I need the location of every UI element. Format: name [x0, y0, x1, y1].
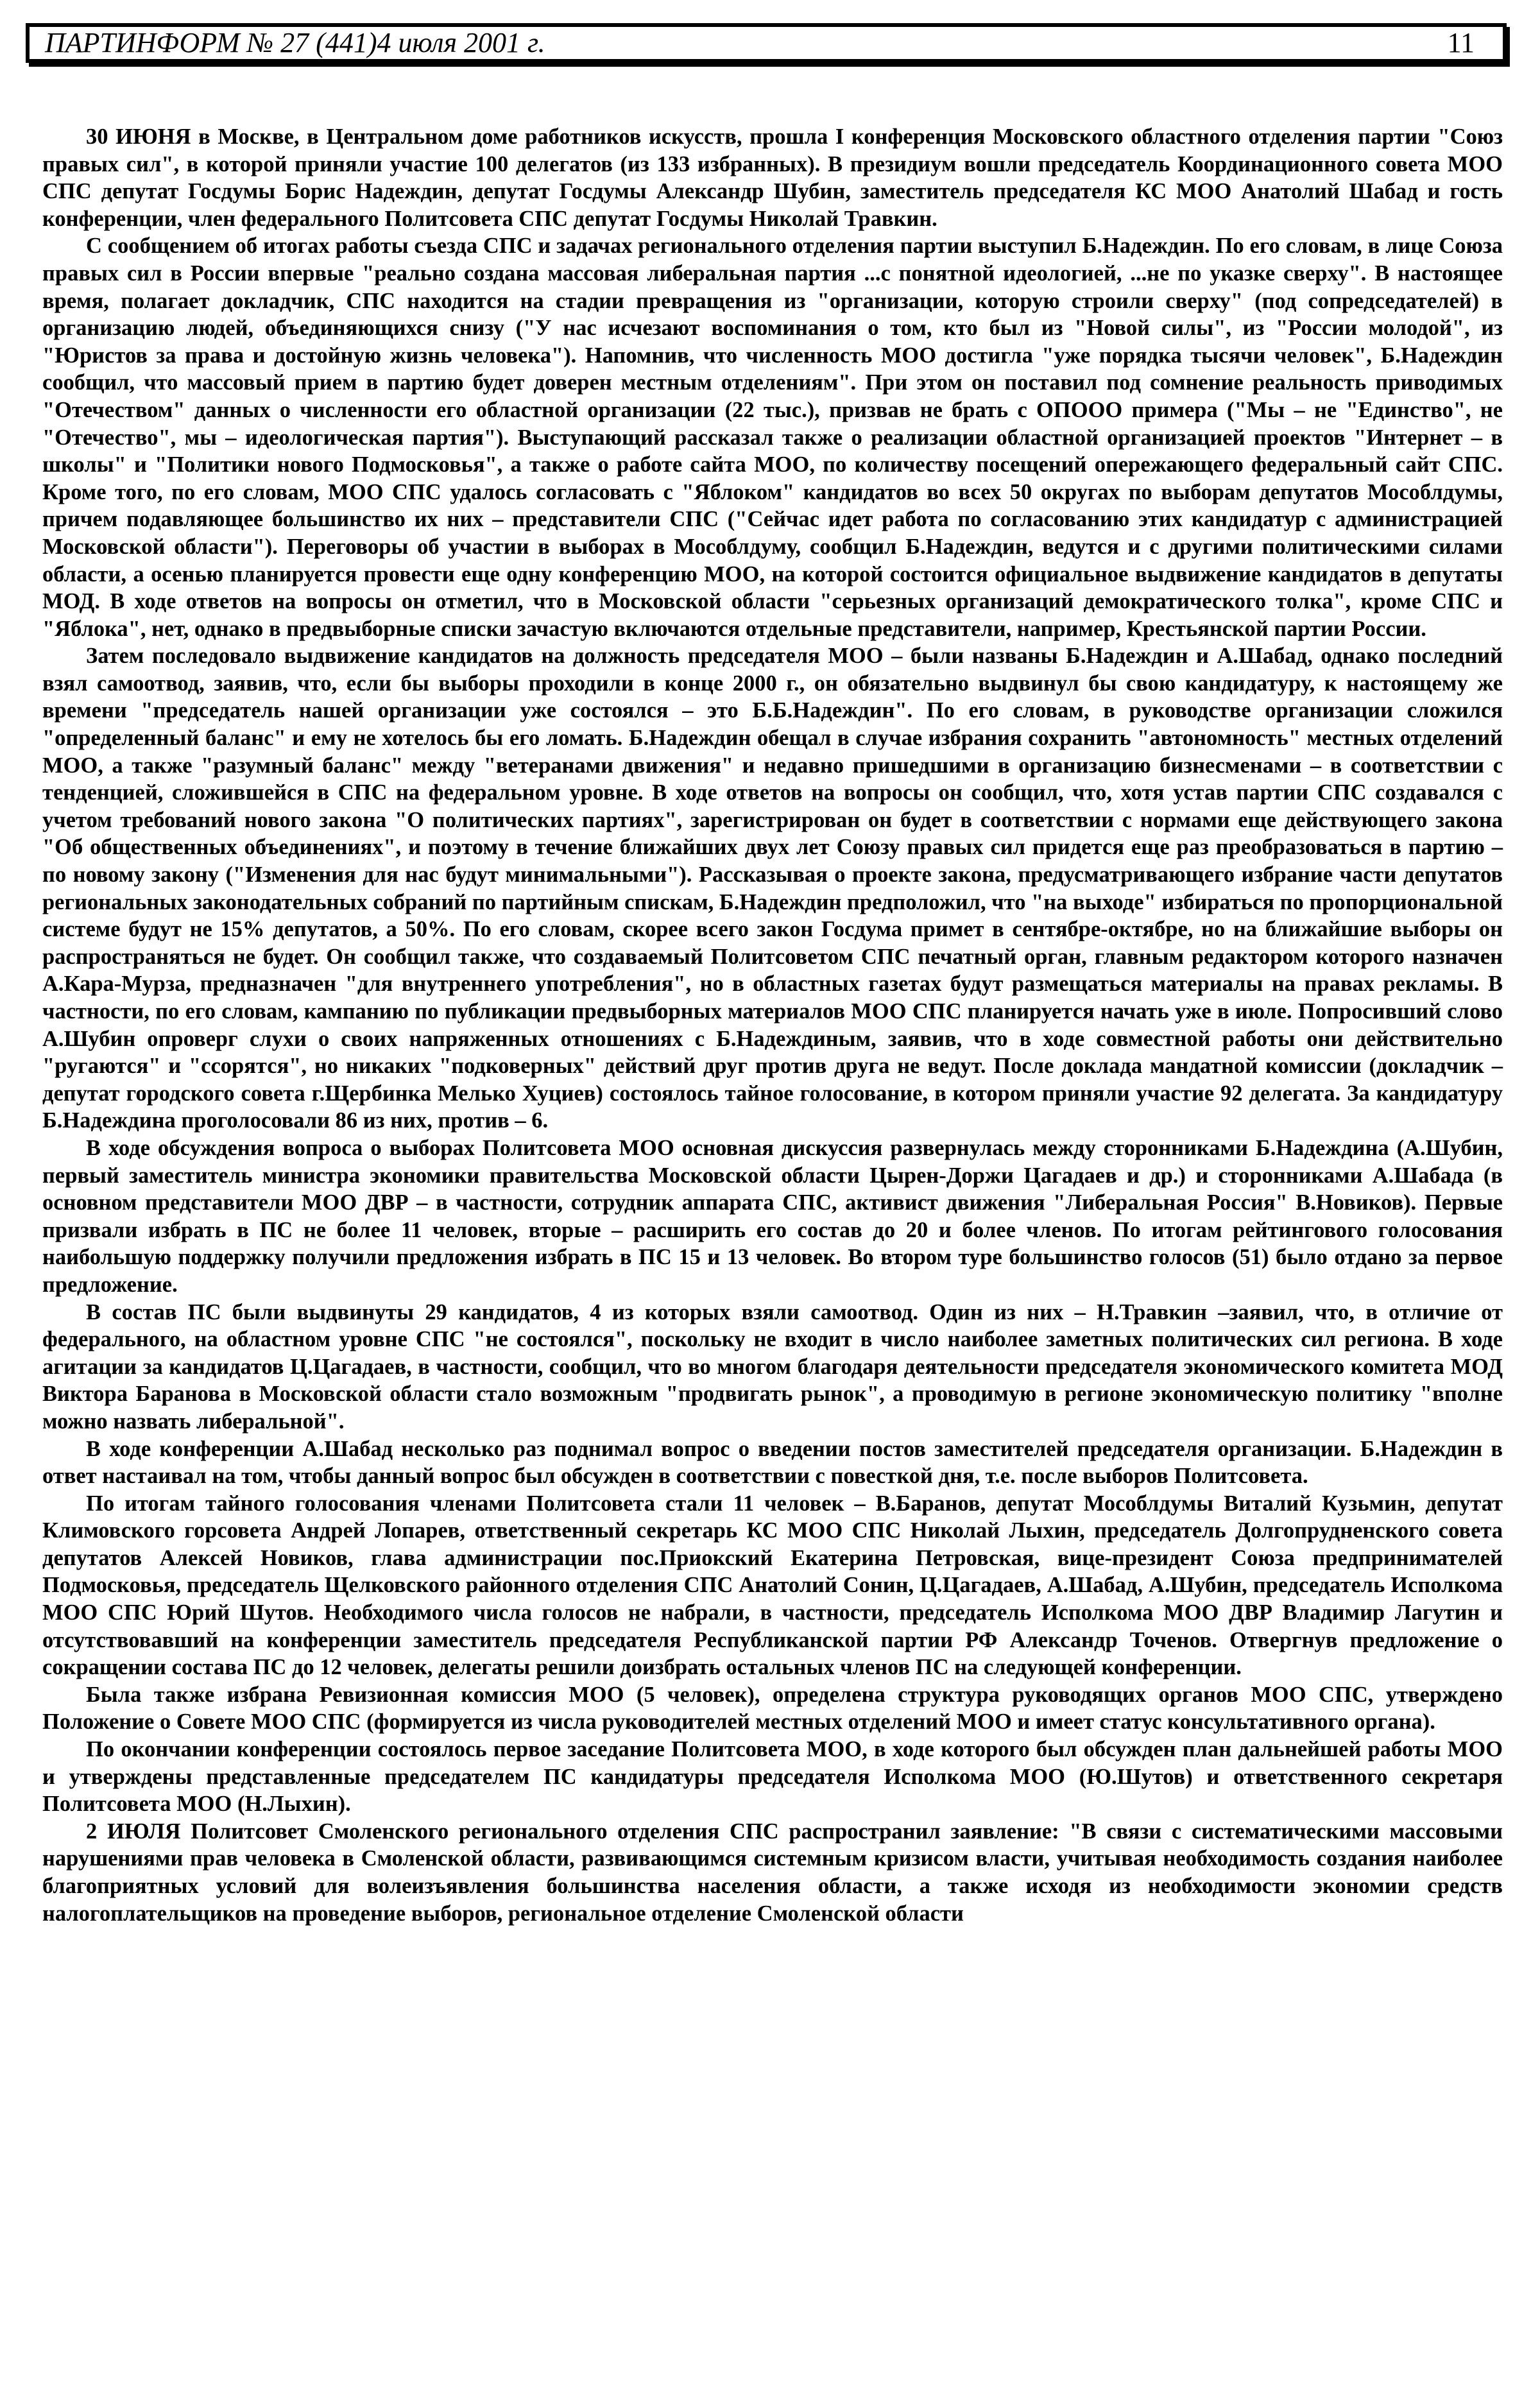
paragraph-3: Затем последовало выдвижение кандидатов на должность председателя МОО – были названы Б.Надеждин и А.Шабад, однако последний взял самоотвод, заявив, что, если бы выборы проходили в конце 2000 г., он обязательно выдвинул бы свою кандидатуру, к настоящему же времени "председатель нашей организации уже состоялся – это Б.Б.Надеждин". По его словам, в руководстве организации сложился "определенный баланс" и ему не хотелось бы его ломать. Б.Надеждин обещал в случае избрания сохранить "автономность" местных отделений МОО, а также "разумный баланс" между "ветеранами движения" и недавно пришедшими в организацию бизнесменами – в соответствии с тенденцией, сложившейся в СПС на федеральном уровне. В ходе ответов на вопросы он сообщил, что, хотя устав партии СПС создавался с учетом требований нового закона "О политических партиях", зарегистрирован он будет в соответствии с нормами еще действующего закона "Об общественных объединениях", и поэтому в течение ближайших двух лет Союзу правых сил придется еще раз преобразоваться в партию – по новому закону ("Изменения для нас будут минимальными"). Рассказывая о проекте закона, предусматривающего избрание части депутатов региональных законодательных собраний по партийным спискам, Б.Надеждин предположил, что "на выходе" избираться по пропорциональной системе будут не 15% депутатов, а 50%. По его словам, скорее всего закон Госдума примет в сентябре-октябре, но на ближайшие выборы он распространяться не будет. Он сообщил также, что создаваемый Политсоветом СПС печатный орган, главным редактором которого назначен А.Кара-Мурза, предназначен "для внутреннего употребления", но в областных газетах будут размещаться материалы на правах рекламы. В частности, по его словам, кампанию по публикации предвыборных материалов МОО СПС планируется начать уже в июле. Попросивший слово А.Шубин опроверг слухи о своих напряженных отношениях с Б.Надеждиным, заявив, что в ходе совместной работы они действительно "ругаются" и "ссорятся", но никаких "подковерных" действий друг против друга не ведут. После доклада мандатной комиссии (докладчик – депутат городского совета г.Щербинка Мелько Хуциев) состоялось тайное голосование, в котором приняли участие 92 делегата. За кандидатуру Б.Надеждина проголосовали 86 из них, против – 6.: [42, 644, 1503, 1133]
paragraph-5: В состав ПС были выдвинуты 29 кандидатов, 4 из которых взяли самоотвод. Один из них – Н.Травкин –заявил, что, в отличие от федерального, на областном уровне СПС "не состоялся", поскольку не входит в число наиболее заметных политических сил региона. В ходе агитации за кандидатов Ц.Цагадаев, в частности, сообщил, что во многом благодаря деятельности председателя экономического комитета МОД Виктора Баранова в Московской области стало возможным "продвигать рынок", а проводимую в регионе экономическую политику "вполне можно назвать либеральной".: [42, 1299, 1503, 1434]
paragraph-2: С сообщением об итогах работы съезда СПС и задачах регионального отделения партии выступил Б.Надеждин. По его словам, в лице Союза правых сил в России впервые "реально создана массовая либеральная партия ...с понятной идеологией, ...не по указке сверху". В настоящее время, полагает докладчик, СПС находится на стадии превращения из "организации, которую строили сверху" (под сопредседателей) в организацию людей, объединяющихся снизу ("У нас исчезают воспоминания о том, кто был из "Новой силы", из "России молодой", из "Юристов за права и достойную жизнь человека"). Напомнив, что численность МОО достигла "уже порядка тысячи человек", Б.Надеждин сообщил, что массовый прием в партию будет доверен местным отделениям". При этом он поставил под сомнение реальность приводимых "Отечеством" данных о численности его областной организации (22 тыс.), призвав не брать с ОПООО примера ("Мы – не "Единство", не "Отечество", мы – идеологическая партия"). Выступающий рассказал также о реализации областной организацией проектов "Интернет – в школы" и "Политики нового Подмосковья", а также о работе сайта МОО, по количеству посещений опережающего федеральный сайт СПС. Кроме того, по его словам, МОО СПС удалось согласовать с "Яблоком" кандидатов во всех 50 округах по выборам депутатов Мособлдумы, причем подавляющее большинство их них – представители СПС ("Сейчас идет работа по согласованию этих кандидатур с администрацией Московской области"). Переговоры об участии в выборах в Мособлдуму, сообщил Б.Надеждин, ведутся и с другими политическими силами области, а осенью планируется провести еще одну конференцию МОО, на которой состоится официальное выдвижение кандидатов в депутаты МОД. В ходе ответов на вопросы он отметил, что в Московской области "серьезных организаций демократического толка", кроме СПС и "Яблока", нет, однако в предвыборные списки зачастую включаются отдельные представители, например, Крестьянской партии России.: [42, 234, 1503, 641]
paragraph-8: Была также избрана Ревизионная комиссия МОО (5 человек), определена структура руководящих органов МОО СПС, утверждено Положение о Совете МОО СПС (формируется из числа руководителей местных отделений МОО и имеет статус консультативного органа).: [42, 1682, 1503, 1735]
page-number: 11: [1447, 27, 1475, 58]
page-header: [26, 23, 1507, 63]
article-body: [42, 123, 1503, 1927]
paragraph-6: В ходе конференции А.Шабад несколько раз поднимал вопрос о введении постов заместителей председателя организации. Б.Надеждин в ответ настаивал на том, чтобы данный вопрос был обсужден в соответствии с повесткой дня, т.е. после выборов Политсовета.: [42, 1436, 1503, 1489]
paragraph-4: В ходе обсуждения вопроса о выборах Политсовета МОО основная дискуссия развернулась между сторонниками Б.Надеждина (А.Шубин, первый заместитель министра экономики правительства Московской области Цырен-Доржи Цагадаев и др.) и сторонниками А.Шабада (в основном представители МОО ДВР – в частности, сотрудник аппарата СПС, активист движения "Либеральная Россия" В.Новиков). Первые призвали избрать в ПС не более 11 человек, вторые – расширить его состав до 20 и более членов. По итогам рейтингового голосования наибольшую поддержку получили предложения избрать в ПС 15 и 13 человек. Во втором туре большинство голосов (51) было отдано за первое предложение.: [42, 1135, 1503, 1297]
paragraph-9: По окончании конференции состоялось первое заседание Политсовета МОО, в ходе которого был обсужден план дальнейшей работы МОО и утверждены представленные председателем ПС кандидатуры председателя Исполкома МОО (Ю.Шутов) и ответственного секретаря Политсовета МОО (Н.Лыхин).: [42, 1737, 1503, 1817]
paragraph-7: По итогам тайного голосования членами Политсовета стали 11 человек – В.Баранов, депутат Мособлдумы Виталий Кузьмин, депутат Климовского горсовета Андрей Лопарев, ответственный секретарь КС МОО СПС Николай Лыхин, председатель Долгопрудненского совета депутатов Алексей Новиков, глава администрации пос.Приокский Екатерина Петровская, вице-президент Союза предпринимателей Подмосковья, председатель Щелковского районного отделения СПС Анатолий Сонин, Ц.Цагадаев, А.Шабад, А.Шубин, председатель Исполкома МОО СПС Юрий Шутов. Необходимого числа голосов не набрали, в частности, председатель Исполкома МОО ДВР Владимир Лагутин и отсутствовавший на конференции заместитель председателя Республиканской партии РФ Александр Точенов. Отвергнув предложение о сокращении состава ПС до 12 человек, делегаты решили доизбрать остальных членов ПС на следующей конференции.: [42, 1491, 1503, 1680]
paragraph-10: 2 ИЮЛЯ Политсовет Смоленского регионального отделения СПС распространил заявление: "В связи с систематическими массовыми нарушениями прав человека в Смоленской области, развивающимся системным кризисом власти, учитывая необходимость создания наиболее благоприятных условий для волеизъявления большинства населения области, а также исходя из необходимости экономии средств налогоплательщиков на проведение выборов, региональное отделение Смоленской области: [42, 1819, 1503, 1926]
publication-title: ПАРТИНФОРМ № 27 (441)4 июля 2001 г.: [45, 27, 545, 58]
paragraph-1: 30 ИЮНЯ в Москве, в Центральном доме работников искусств, прошла I конференция Московского областного отделения партии "Союз правых сил", в которой приняли участие 100 делегатов (из 133 избранных). В президиум вошли председатель Координационного совета МОО СПС депутат Госдумы Борис Надеждин, депутат Госдумы Александр Шубин, заместитель председателя КС МОО Анатолий Шабад и гость конференции, член федерального Политсовета СПС депутат Госдумы Николай Травкин.: [42, 124, 1503, 231]
